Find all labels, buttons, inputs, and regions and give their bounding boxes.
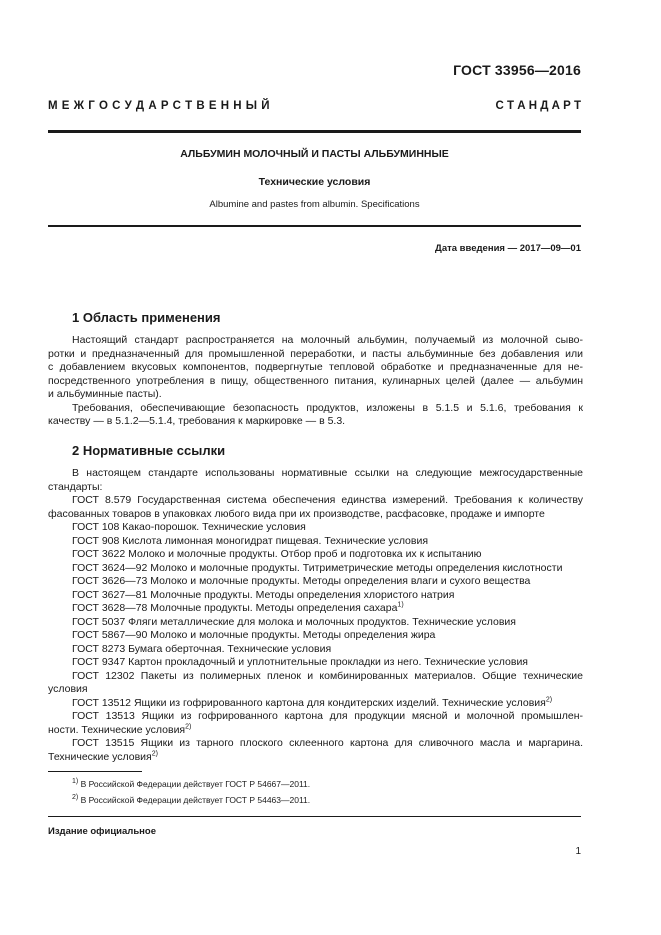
footnote-1 [72,779,310,789]
reference-text: ГОСТ 13512 Ящики из гофрированного картона для кондитерских изделий. Технические условия [72,696,546,709]
reference-line: ГОСТ 908 Кислота лимонная моногидрат пищевая. Технические условия [72,534,429,547]
page-number: 1 [575,846,581,857]
text-line: посредственного употребления в пищу, общественного питания, кулинарных целей (далее — альбумин [48,374,583,387]
title-rule [48,225,581,227]
text-line: Требования, обеспечивающие безопасность продуктов, изложены в 5.1.5 и 5.1.6, требования к [72,401,583,414]
reference-text: Технические условия [48,750,152,763]
reference-line: условия [48,683,88,695]
text-line: Настоящий стандарт распространяется на молочный альбумин, получаемый из молочной сыво- [72,334,583,346]
reference-line [48,724,583,738]
introduction-date: Дата введения — 2017—09—01 [435,243,581,254]
text-line: В настоящем стандарте использованы нормативные ссылки на следующие межгосударственные [72,467,583,479]
reference-line: ГОСТ 3626—73 Молоко и молочные продукты. Методы определения влаги и сухого вещества [72,575,531,587]
reference-line: ГОСТ 12302 Пакеты из полимерных пленок и комбинированных материалов. Общие технические [72,669,583,682]
footnote-mark: 2) [72,794,79,802]
document-title: АЛЬБУМИН МОЛОЧНЫЙ И ПАСТЫ АЛЬБУМИННЫЕ [180,148,449,160]
reference-text: ГОСТ 3628—78 Молочные продукты. Методы определения сахара [72,602,398,614]
section-1-body [48,334,583,429]
reference-line: ГОСТ 13513 Ящики из гофрированного картона для продукции мясной и молочной промышлен- [72,710,583,722]
footnote-rule [48,771,142,772]
footnote-mark: 1) [72,778,79,786]
reference-line: ГОСТ 108 Какао-порошок. Технические условия [72,521,306,533]
text-line: с добавлением вкусовых компонентов, подвергнутые тепловой обработке и предназначенные для не- [48,361,583,373]
section-2-body [48,467,583,764]
reference-text: ности. Технические условия [48,723,186,736]
reference-line: ГОСТ 5867—90 Молоко и молочные продукты. Методы определения жира [72,629,436,641]
text-line: ротки и предназначенный для промышленной переработки, и пасты альбуминные без добавления или [48,347,583,360]
reference-line: ГОСТ 13515 Ящики из тарного плоского склеенного картона для сливочного масла и маргарина. [72,737,583,749]
reference-line [48,751,583,765]
footnote-mark: 1) [397,601,404,609]
reference-line: ГОСТ 3624—92 Молоко и молочные продукты. Титриметрические методы определения кислотности [72,561,563,574]
official-edition-label: Издание официальное [48,826,156,837]
reference-line: фасованных товаров в упаковках любого вида при их производстве, расфасовке, продаже и импорте [48,507,545,520]
reference-line [48,602,583,616]
text-line: качеству — в 5.1.2—5.1.4, требования к маркировке — в 5.3. [48,415,346,427]
reference-line: ГОСТ 9347 Картон прокладочный и уплотнительные прокладки из него. Технические условия [72,656,528,668]
reference-line: ГОСТ 5037 Фляги металлические для молока и молочных продуктов. Технические условия [72,615,516,628]
reference-line: ГОСТ 3627—81 Молочные продукты. Методы определения хлористого натрия [72,588,455,601]
footnote-text: В Российской Федерации действует ГОСТ Р 54667—2011. [80,779,311,789]
footnote-2 [72,795,310,805]
header-rule [48,130,581,133]
standard-word: С Т А Н Д А Р Т [495,100,581,112]
gost-number: ГОСТ 33956—2016 [453,62,581,78]
reference-line: ГОСТ 3622 Молоко и молочные продукты. Отбор проб и подготовка их к испытанию [72,548,482,560]
text-line: и альбуминные пасты). [48,388,162,400]
reference-line [48,697,583,711]
section-1-heading: 1 Область применения [72,310,221,325]
section-2-heading: 2 Нормативные ссылки [72,443,226,458]
footnote-mark: 2) [185,723,192,730]
reference-line: ГОСТ 8273 Бумага оберточная. Технические условия [72,642,332,655]
text-line: стандарты: [48,480,103,493]
footnote-text: В Российской Федерации действует ГОСТ Р 54463—2011. [80,795,311,805]
english-title: Albumine and pastes from albumin. Specifications [209,199,420,210]
reference-line: ГОСТ 8.579 Государственная система обеспечения единства измерений. Требования к количеству [72,494,583,506]
interstate-word: М Е Ж Г О С У Д А Р С Т В Е Н Н Ы Й [48,100,270,112]
footnote-mark: 2) [545,696,553,703]
footnote-mark: 2) [151,750,158,757]
document-subtitle: Технические условия [258,176,371,188]
interstate-standard-banner [48,100,581,112]
footer-rule [48,816,581,817]
